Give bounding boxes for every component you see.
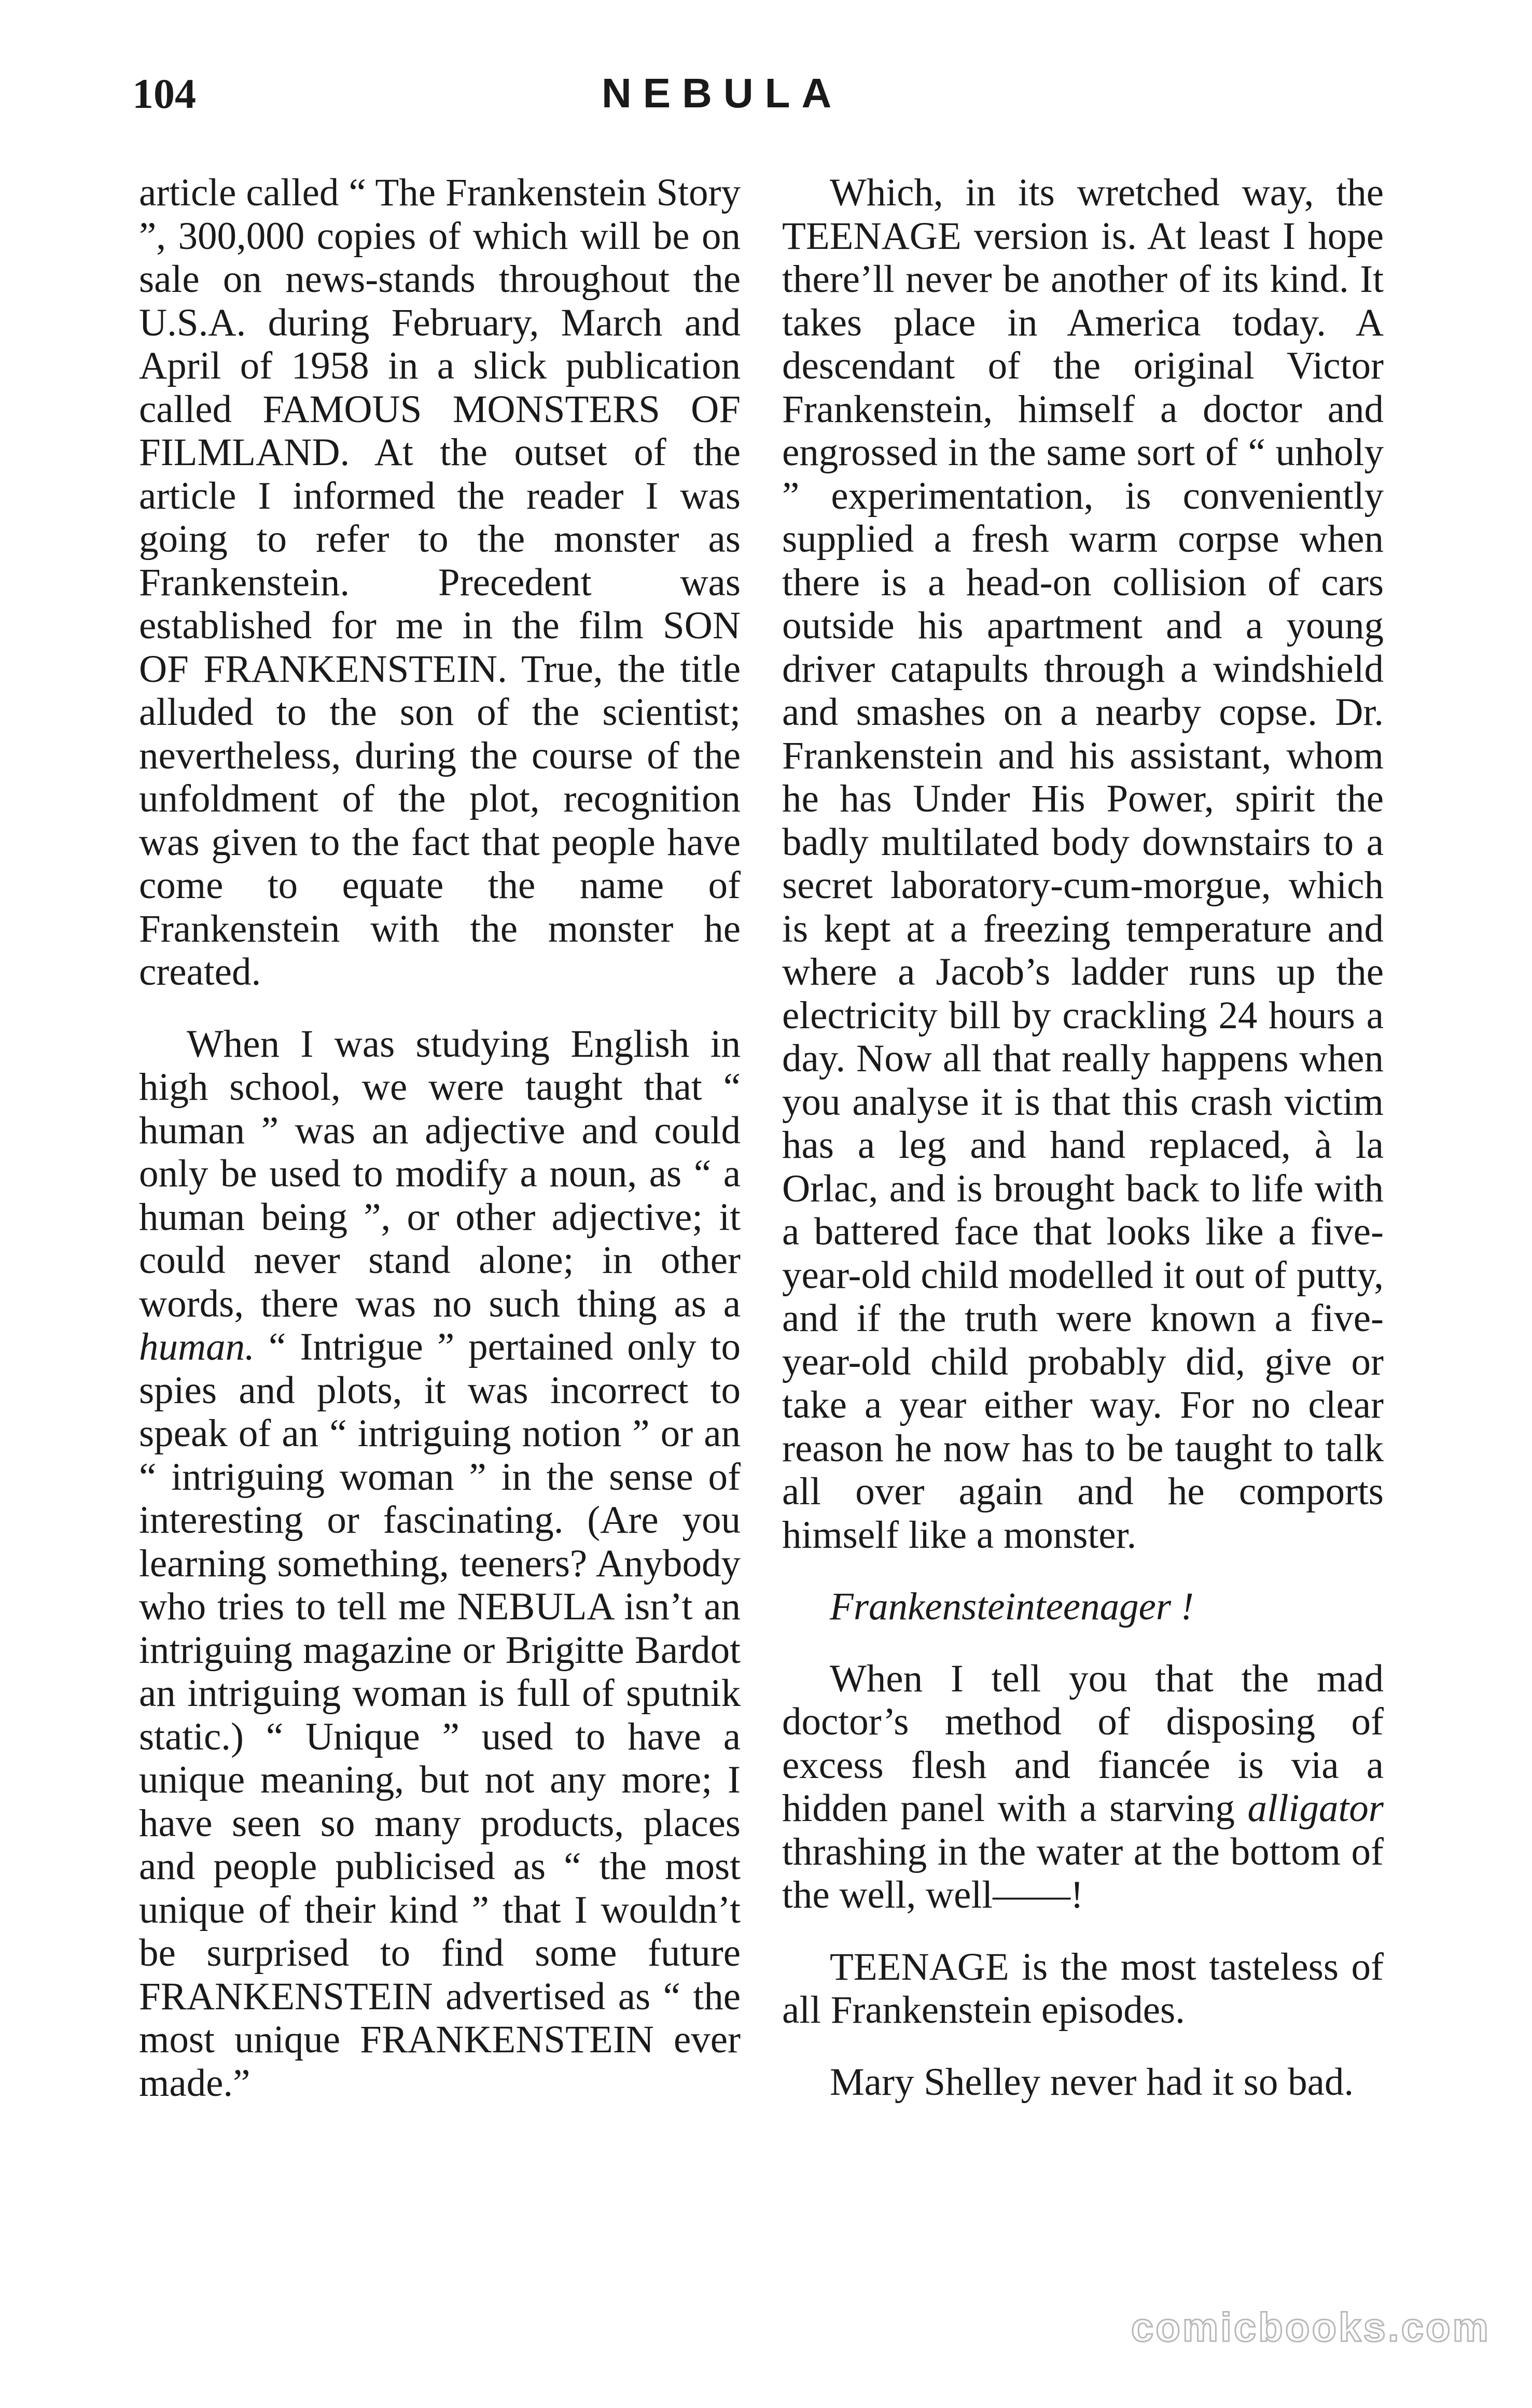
right-paragraph-4: Mary Shelley never had it so bad. [830,2060,1354,2104]
right-paragraph-2-italic: alligator [1247,1787,1384,1830]
left-paragraph-2-text-b: “ Intrigue ” pertained only to spies and plots, it was incorrect to speak of an “ intriguing notion ” or an “ intriguing woman ” in the sense of interesting or fascinating. (Are you learning something, teeners? Anybody who tries to tell me NEBULA isn’t an intriguing magazine or Brigitte Bardot an intriguing woman is full of sputnik static.) “ Unique ” used to have a unique meaning, but not any more; I have seen so many products, places and people publicised as “ the most unique of their kind ” that I wouldn’t be surprised to find some future FRANKENSTEIN advertised as “ the most unique FRANKENSTEIN ever made.” [139,1325,741,2105]
right-paragraph-2-text-a: When I tell you that the mad doctor’s method of disposing of excess flesh and fiancée is via a hidden panel with a starving [782,1657,1384,1830]
right-subheading: Frankensteinteenager ! [830,1585,1194,1628]
watermark-text: comicbooks.com [1131,2304,1491,2350]
right-paragraph-1: Which, in its wretched way, the TEENAGE version is. At least I hope there’ll never be another of its kind. It takes place in America today. A descendant of the original Victor Frankenstein, himself a doctor and engrossed in the same sort of “ unholy ” experimentation, is conveniently supplied a fresh warm corpse when there is a head-on collision of cars outside his apartment and a young driver catapults through a windshield and smashes on a nearby copse. Dr. Frankenstein and his assistant, whom he has Under His Power, spirit the badly multilated body downstairs to a secret laboratory-cum-morgue, which is kept at a freezing temperature and where a Jacob’s ladder runs up the electricity bill by crackling 24 hours a day. Now all that really happens when you analyse it is that this crash victim has a leg and hand replaced, à la Orlac, and is brought back to life with a battered face that looks like a five-year-old child modelled it out of putty, and if the truth were known a five-year-old child probably did, give or take a year either way. For no clear reason he now has to be taught to talk all over again and he comports himself like a monster. [782,171,1384,1557]
page-number: 104 [132,70,196,117]
left-column [139,171,741,2105]
running-head-title: NEBULA [602,70,843,116]
left-paragraph-2 [139,1023,741,2105]
left-paragraph-2-italic: human. [139,1325,255,1368]
left-paragraph-2-text-a: When I was studying English in high school, we were taught that “ human ” was an adjective and could only be used to modify a noun, as “ a human being ”, or other adjective; it could never stand alone; in other words, there was no such thing as a [139,1022,741,1325]
right-paragraph-3: TEENAGE is the most tasteless of all Frankenstein episodes. [782,1945,1384,2032]
right-paragraph-2-text-b: thrashing in the water at the bottom of the well, well——! [782,1830,1384,1916]
right-paragraph-2 [782,1657,1384,1917]
left-paragraph-1: article called “ The Frankenstein Story ”, 300,000 copies of which will be on sale on news-stands throughout the U.S.A. during February, March and April of 1958 in a slick publication called FAMOUS MONSTERS OF FILMLAND. At the outset of the article I informed the reader I was going to refer to the monster as Frankenstein. Precedent was established for me in the film SON OF FRANKENSTEIN. True, the title alluded to the son of the scientist; nevertheless, during the course of the unfoldment of the plot, recognition was given to the fact that people have come to equate the name of Frankenstein with the monster he created. [139,171,741,993]
right-column [782,171,1384,2104]
